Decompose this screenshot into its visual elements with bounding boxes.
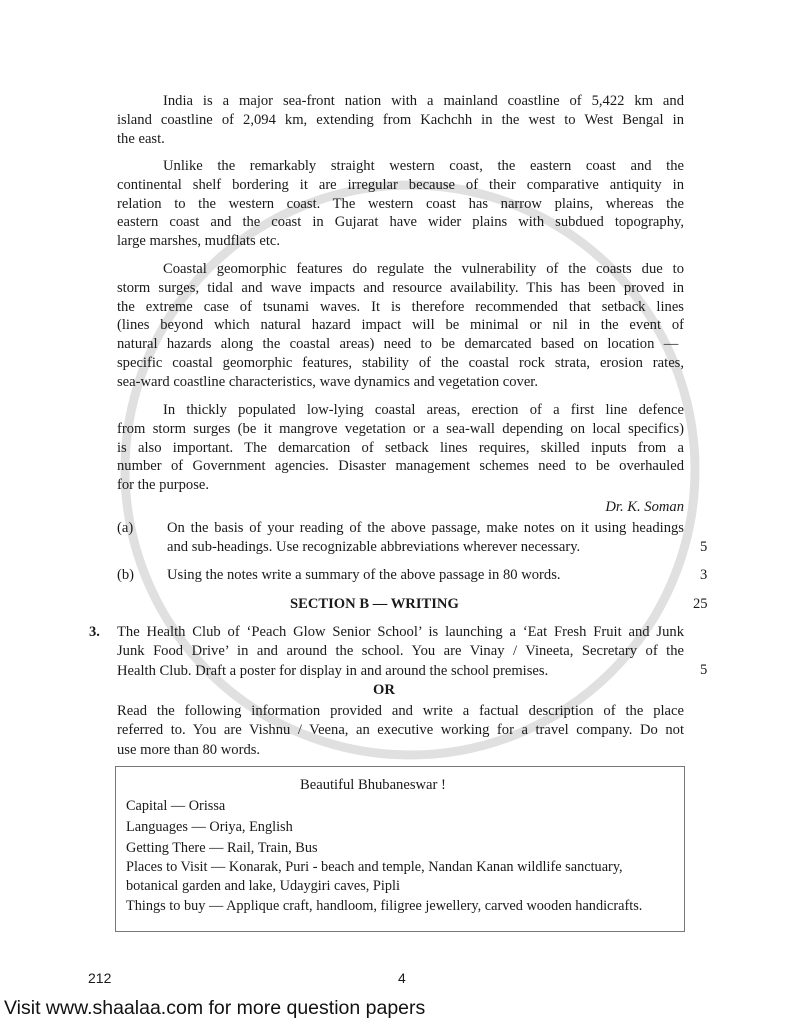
passage-paragraph-3-line: the extreme case of tsunami waves. It is therefore recommended that setback lines [117,298,684,315]
info-box-line: Capital — Orissa [126,798,226,814]
passage-paragraph-4-line: from storm surges (be it mangrove vegetation or a sea-wall depending on local specifics) [117,420,684,437]
question-b-marks: 3 [700,567,708,583]
passage-paragraph-4-line: for the purpose. [117,477,209,494]
passage-paragraph-3-line: sea-ward coastline characteristics, wave dynamics and vegetation cover. [117,373,539,390]
passage-paragraph-2-line: large marshes, mudflats etc. [117,233,281,250]
passage-paragraph-4-line: In thickly populated low-lying coastal areas, erection of a first line defence [163,402,684,418]
question-3-alt-text: use more than 80 words. [117,741,261,758]
section-b-marks: 25 [693,596,708,612]
question-a-text: and sub-headings. Use recognizable abbreviations wherever necessary. [167,539,581,555]
info-box [115,766,685,932]
question-3-alt-text: referred to. You are Vishnu / Veena, an executive working for a travel company. Do not [117,722,684,739]
passage-paragraph-3-line: storm surges, tidal and wave impacts and resource availability. This has been proved in [117,279,684,296]
question-a-marks: 5 [700,539,708,555]
question-b-label: (b) [117,567,135,583]
question-a-label: (a) [117,520,134,536]
section-b-heading: SECTION B — WRITING [290,596,459,612]
question-3-number: 3. [89,624,100,640]
passage-paragraph-2-line: eastern coast and the coast in Gujarat have wider plains with subdued topography, [117,214,684,231]
info-box-line: Languages — Oriya, English [126,819,293,835]
passage-paragraph-4-line: is also important. The demarcation of setback lines requires, skilled inputs from a [117,439,684,456]
passage-paragraph-2-line: Unlike the remarkably straight western coast, the eastern coast and the [163,158,684,174]
passage-paragraph-3-line: Coastal geomorphic features do regulate the vulnerability of the coasts due to [163,261,684,277]
passage-paragraph-1-line: the east. [117,130,165,147]
passage-author: Dr. K. Soman [605,499,684,515]
or-divider: OR [373,682,395,698]
passage-paragraph-3-line: natural hazards along the coastal areas) need to be demarcated based on location — [117,336,679,353]
page-code: 212 [88,970,112,986]
info-box-title: Beautiful Bhubaneswar ! [300,777,446,793]
passage-paragraph-2-line: continental shelf bordering it are irregular because of their comparative antiquity in [117,176,684,193]
promo-link[interactable]: Visit www.shaalaa.com for more question papers [4,997,426,1019]
info-box-line: botanical garden and lake, Udaygiri caves, Pipli [126,878,400,894]
question-3-text: Junk Food Drive’ in and around the school. You are Vinay / Vineeta, Secretary of the [117,643,684,660]
question-a-text: On the basis of your reading of the above passage, make notes on it using headings [167,520,684,536]
question-3-marks: 5 [700,662,708,678]
passage-paragraph-1-line: island coastline of 2,094 km, extending from Kachchh in the west to West Bengal in [117,111,684,128]
passage-paragraph-3-line: specific coastal geomorphic features, stability of the coastal rock strata, erosion rates, [117,355,684,371]
passage-paragraph-4-line: number of Government agencies. Disaster management schemes need to be overhauled [117,458,684,475]
info-box-line: Places to Visit — Konarak, Puri - beach and temple, Nandan Kanan wildlife sanctuary, [126,859,623,875]
question-3-text: Health Club. Draft a poster for display in and around the school premises. [117,662,549,679]
question-3-text: The Health Club of ‘Peach Glow Senior School’ is launching a ‘Eat Fresh Fruit and Junk [117,624,684,640]
question-b-text: Using the notes write a summary of the above passage in 80 words. [167,567,561,583]
passage-paragraph-1-line: India is a major sea-front nation with a mainland coastline of 5,422 km and [163,93,684,109]
passage-paragraph-3-line: (lines beyond which natural hazard impact will be minimal or nil in the event of [117,317,684,334]
info-box-line: Things to buy — Applique craft, handloom, filigree jewellery, carved wooden handicrafts. [126,898,643,914]
info-box-line: Getting There — Rail, Train, Bus [126,839,318,856]
passage-paragraph-2-line: relation to the western coast. The western coast has narrow plains, whereas the [117,195,684,212]
question-3-alt-text: Read the following information provided and write a factual description of the place [117,703,684,719]
page-number: 4 [398,970,406,986]
